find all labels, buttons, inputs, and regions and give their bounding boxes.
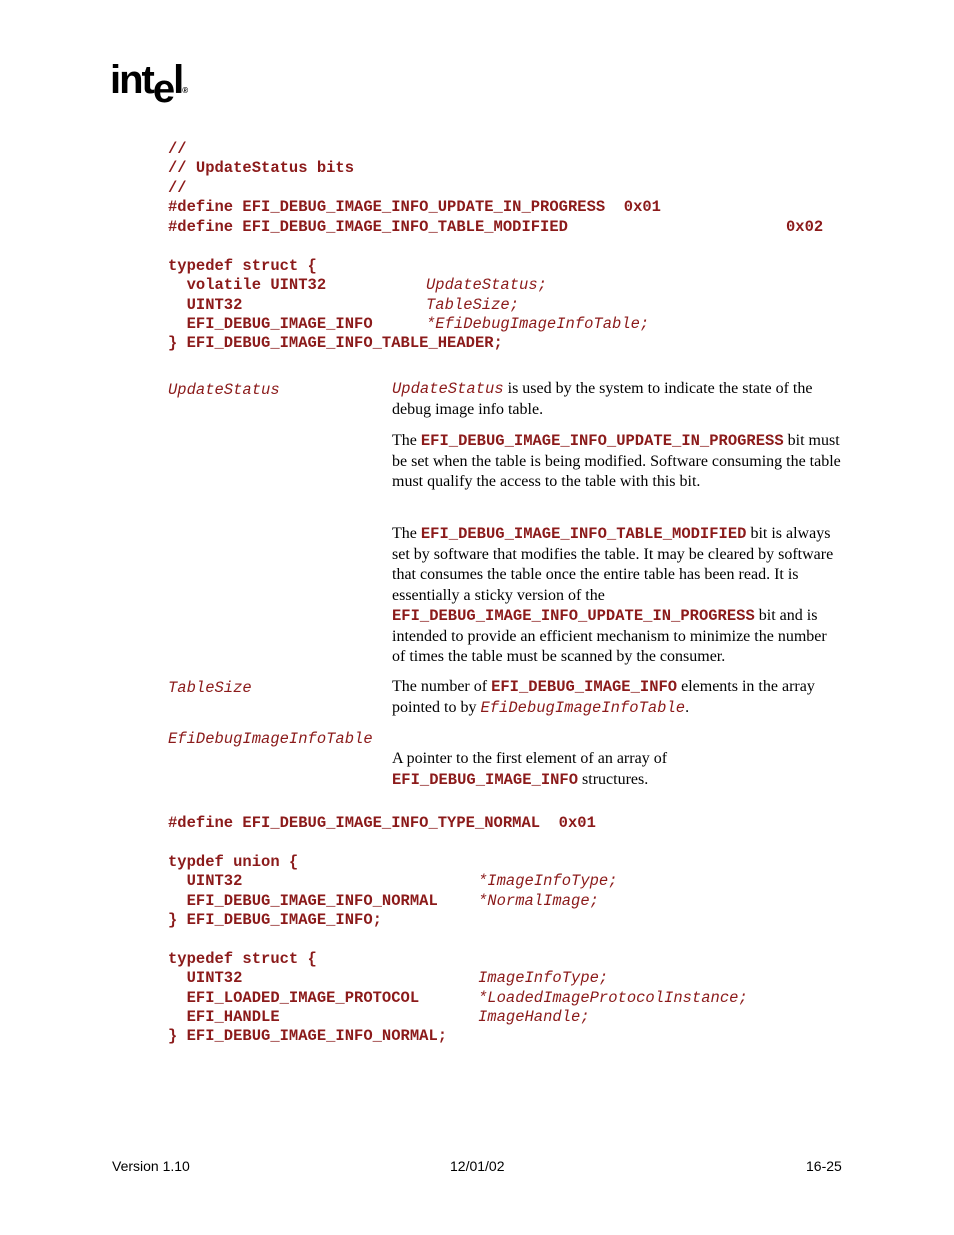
struct-normal-field-name: ImageInfoType; bbox=[478, 969, 609, 987]
code-comment-3: // bbox=[168, 179, 187, 197]
define-type-normal: #define EFI_DEBUG_IMAGE_INFO_TYPE_NORMAL 0x01 bbox=[168, 814, 596, 832]
union-field-name: *NormalImage; bbox=[478, 892, 599, 910]
union-field-name: *ImageInfoType; bbox=[478, 872, 618, 890]
struct-header-field-type: UINT32 bbox=[168, 296, 243, 314]
union-field-type: EFI_DEBUG_IMAGE_INFO_NORMAL bbox=[168, 892, 438, 910]
struct-header-field-type: EFI_DEBUG_IMAGE_INFO bbox=[168, 315, 373, 333]
union-open: typdef union { bbox=[168, 853, 299, 871]
struct-header-close: } EFI_DEBUG_IMAGE_INFO_TABLE_HEADER; bbox=[168, 334, 503, 352]
struct-normal-field-name: ImageHandle; bbox=[478, 1008, 590, 1026]
footer-date: 12/01/02 bbox=[450, 1158, 505, 1174]
union-field-type: UINT32 bbox=[168, 872, 243, 890]
struct-header-open: typedef struct { bbox=[168, 257, 317, 275]
param-label-efi-table: EfiDebugImageInfoTable bbox=[168, 730, 373, 748]
struct-normal-field-type: EFI_HANDLE bbox=[168, 1008, 280, 1026]
define-table-modified-value: 0x02 bbox=[786, 218, 824, 236]
define-table-modified: #define EFI_DEBUG_IMAGE_INFO_TABLE_MODIFIED bbox=[168, 218, 568, 236]
struct-normal-open: typedef struct { bbox=[168, 950, 317, 968]
code-comment-1: // bbox=[168, 140, 187, 158]
struct-header-field-type: volatile UINT32 bbox=[168, 276, 327, 294]
union-close: } EFI_DEBUG_IMAGE_INFO; bbox=[168, 911, 382, 929]
footer-version: Version 1.10 bbox=[112, 1158, 190, 1174]
struct-normal-field-name: *LoadedImageProtocolInstance; bbox=[478, 989, 748, 1007]
param-desc-efi-table: A pointer to the first element of an array of EFI_DEBUG_IMAGE_INFO structures. bbox=[392, 750, 668, 789]
param-desc-table-size: The number of EFI_DEBUG_IMAGE_INFO elements in the array pointed to by EfiDebugImageInfoTable. bbox=[392, 678, 815, 717]
define-update-in-progress: #define EFI_DEBUG_IMAGE_INFO_UPDATE_IN_PROGRESS 0x01 bbox=[168, 198, 661, 216]
param-label-table-size: TableSize bbox=[168, 679, 252, 697]
param-desc-update-status-2: The EFI_DEBUG_IMAGE_INFO_UPDATE_IN_PROGRESS bit must be set when the table is being modified. Software consuming the table must qualify the access to the table with this bit. bbox=[392, 432, 841, 490]
struct-header-field-name: UpdateStatus; bbox=[426, 276, 547, 294]
param-desc-update-status-1: UpdateStatus is used by the system to indicate the state of the debug image info table. bbox=[392, 380, 813, 418]
footer-page-number: 16-25 bbox=[806, 1158, 842, 1174]
param-desc-update-status-3: The EFI_DEBUG_IMAGE_INFO_TABLE_MODIFIED bit is always set by software that modifies the table. It may be cleared by software that consumes the table once the entire table has been read. It is essentially a sticky version of the EFI_DEBUG_IMAGE_INFO_UPDATE_IN_PROGRESS bit and is intended to provide an efficient mechanism to minimize the number of times the table must be scanned by the consumer. bbox=[392, 525, 834, 665]
code-comment-2: // UpdateStatus bits bbox=[168, 159, 355, 177]
struct-header-field-name: *EfiDebugImageInfoTable; bbox=[426, 315, 650, 333]
struct-normal-field-type: UINT32 bbox=[168, 969, 243, 987]
intel-logo: intel® bbox=[110, 58, 189, 111]
struct-normal-close: } EFI_DEBUG_IMAGE_INFO_NORMAL; bbox=[168, 1027, 448, 1045]
struct-normal-field-type: EFI_LOADED_IMAGE_PROTOCOL bbox=[168, 989, 420, 1007]
struct-header-field-name: TableSize; bbox=[426, 296, 520, 314]
param-label-update-status: UpdateStatus bbox=[168, 381, 280, 399]
